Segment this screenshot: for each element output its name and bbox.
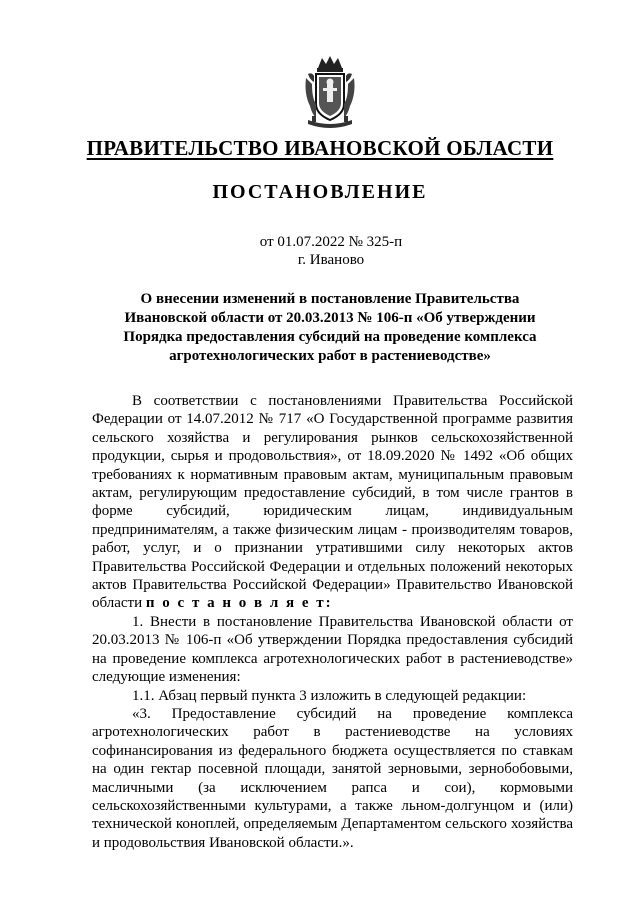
preamble-paragraph — [92, 392, 573, 613]
date-number: от 01.07.2022 № 325-п — [259, 234, 403, 250]
document-type: ПОСТАНОВЛЕНИЕ — [212, 181, 428, 203]
preamble-text: В соответствии с постановлениями Правительства Российской Федерации от 14.07.2012 № 717 «О Государственной программе развития сельского хозяйства и регулирования рынков сельскохозяйственной продукции, сырья и продовольствия», от 18.09.2020 № 1492 «Об общих требованиях к нормативным правовым актам, муниципальным правовым актам, регулирующим предоставление субсидий, в том числе грантов в форме субсидий, юридическим лицам, индивидуальным предпринимателям, а также физическим лицам - производителям товаров, работ, услуг, и о признании утратившими силу некоторых актов Правительства Российской Федерации и отдельных положений некоторых актов Правительства Российской Федерации» Правительство Ивановской области — [92, 393, 573, 612]
organization-title-text: ПРАВИТЕЛЬСТВО ИВАНОВСКОЙ ОБЛАСТИ — [86, 136, 554, 160]
document-subject: О внесении изменений в постановление Правительства Ивановской области от 20.03.2013 № 106-п «Об утверждении Порядка предоставления субсидий на проведение комплекса агротехнологических работ в растениеводстве» — [123, 291, 537, 364]
resolves-word: п о с т а н о в л я е т: — [145, 595, 333, 612]
item-1-paragraph: 1. Внести в постановление Правительства Ивановской области от 20.03.2013 № 106-п «Об утверждении Порядка предоставления субсидий на проведение комплекса агротехнологических работ в растениеводстве» следующие изменения: — [92, 613, 573, 686]
quoted-paragraph: «3. Предоставление субсидий на проведение комплекса агротехнологических работ в растениеводстве на условиях софинансирования из федерального бюджета осуществляется по ставкам на один гектар посевной площади, занятой зерновыми, зернобобовыми, масличными (за исключением рапса и сои), кормовыми сельскохозяйственными культурами, а также льном-долгунцом и (или) технической коноплей, определяемым Департаментом сельского хозяйства и продовольствия Ивановской области.». — [92, 705, 573, 851]
organization-title — [0, 136, 640, 161]
document-body — [92, 392, 573, 852]
coat-of-arms-emblem — [302, 54, 358, 128]
item-1-1-paragraph: 1.1. Абзац первый пункта 3 изложить в следующей редакции: — [132, 687, 527, 704]
city: г. Иваново — [297, 252, 365, 268]
